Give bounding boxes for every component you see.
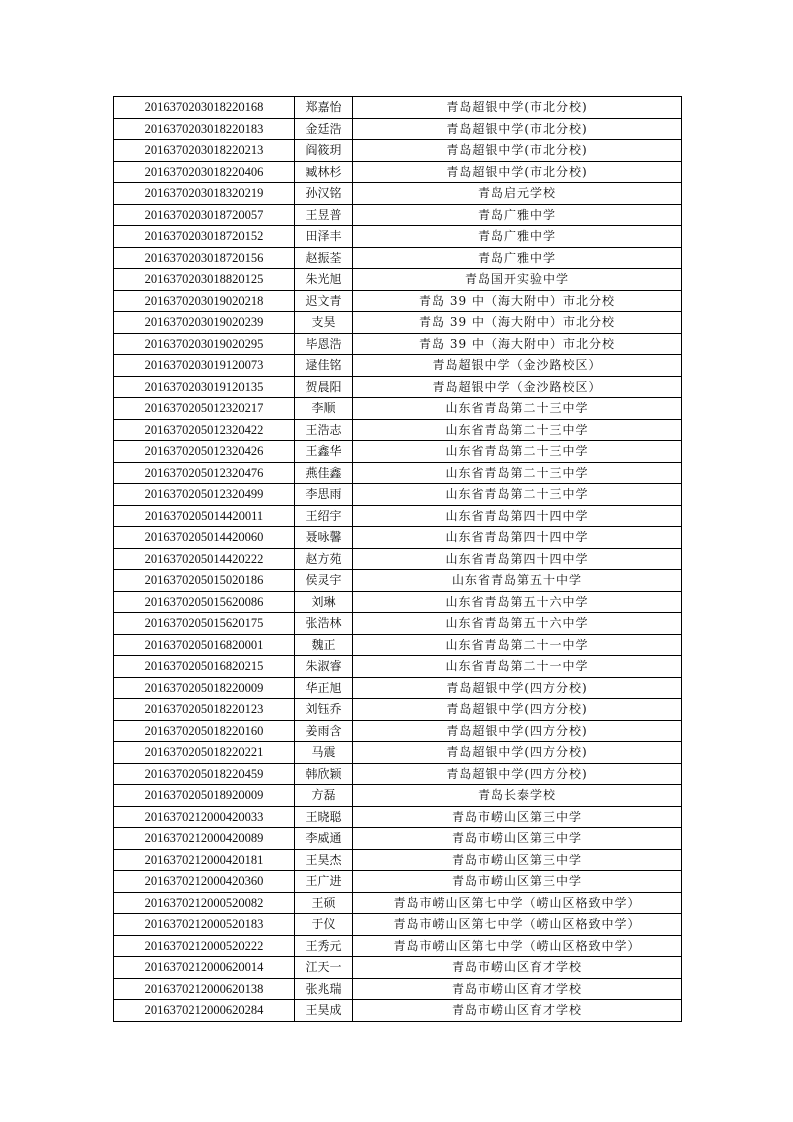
cell-admission-id: 2016370203018220168 — [114, 97, 295, 119]
cell-student-name: 迟文青 — [295, 290, 353, 312]
cell-admission-id: 2016370203019120073 — [114, 355, 295, 377]
cell-admission-id: 2016370212000620284 — [114, 1000, 295, 1022]
table-row — [114, 978, 682, 1000]
cell-school: 青岛超银中学(四方分校) — [353, 699, 682, 721]
cell-student-name: 王昊杰 — [295, 849, 353, 871]
table-row — [114, 355, 682, 377]
cell-admission-id: 2016370212000620014 — [114, 957, 295, 979]
table-row — [114, 290, 682, 312]
table-row — [114, 957, 682, 979]
cell-school: 青岛市崂山区育才学校 — [353, 1000, 682, 1022]
cell-admission-id: 2016370203018220406 — [114, 161, 295, 183]
cell-student-name: 燕佳鑫 — [295, 462, 353, 484]
cell-school: 山东省青岛第五十六中学 — [353, 613, 682, 635]
table-row — [114, 871, 682, 893]
cell-admission-id: 2016370212000420360 — [114, 871, 295, 893]
cell-admission-id: 2016370203019120135 — [114, 376, 295, 398]
cell-admission-id: 2016370205012320422 — [114, 419, 295, 441]
cell-school: 青岛超银中学(四方分校) — [353, 677, 682, 699]
cell-student-name: 聂咏馨 — [295, 527, 353, 549]
cell-student-name: 张兆瑞 — [295, 978, 353, 1000]
cell-student-name: 王浩志 — [295, 419, 353, 441]
cell-student-name: 马震 — [295, 742, 353, 764]
cell-school: 青岛启元学校 — [353, 183, 682, 205]
cell-admission-id: 2016370205018220160 — [114, 720, 295, 742]
cell-school: 青岛市崂山区第三中学 — [353, 828, 682, 850]
table-row — [114, 312, 682, 334]
cell-school: 青岛 39 中（海大附中）市北分校 — [353, 333, 682, 355]
cell-admission-id: 2016370205018220009 — [114, 677, 295, 699]
cell-admission-id: 2016370205016820001 — [114, 634, 295, 656]
cell-student-name: 朱淑睿 — [295, 656, 353, 678]
cell-school: 青岛超银中学（金沙路校区） — [353, 355, 682, 377]
cell-student-name: 王广进 — [295, 871, 353, 893]
cell-admission-id: 2016370205018220221 — [114, 742, 295, 764]
cell-admission-id: 2016370212000420089 — [114, 828, 295, 850]
cell-student-name: 刘钰乔 — [295, 699, 353, 721]
cell-student-name: 田泽丰 — [295, 226, 353, 248]
cell-school: 青岛市崂山区育才学校 — [353, 957, 682, 979]
cell-student-name: 李威通 — [295, 828, 353, 850]
table-row — [114, 806, 682, 828]
cell-admission-id: 2016370203018320219 — [114, 183, 295, 205]
cell-student-name: 李思雨 — [295, 484, 353, 506]
cell-admission-id: 2016370205015620086 — [114, 591, 295, 613]
cell-school: 山东省青岛第二十三中学 — [353, 462, 682, 484]
cell-admission-id: 2016370205012320217 — [114, 398, 295, 420]
cell-school: 山东省青岛第五十中学 — [353, 570, 682, 592]
cell-school: 青岛超银中学(市北分校) — [353, 118, 682, 140]
cell-school: 山东省青岛第二十一中学 — [353, 656, 682, 678]
table-row — [114, 914, 682, 936]
table-row — [114, 828, 682, 850]
table-row — [114, 484, 682, 506]
table-row — [114, 376, 682, 398]
cell-student-name: 王绍宇 — [295, 505, 353, 527]
table-row — [114, 183, 682, 205]
cell-school: 青岛广雅中学 — [353, 226, 682, 248]
table-row — [114, 656, 682, 678]
cell-admission-id: 2016370203019020218 — [114, 290, 295, 312]
cell-admission-id: 2016370205018220123 — [114, 699, 295, 721]
cell-admission-id: 2016370212000520082 — [114, 892, 295, 914]
table-row — [114, 699, 682, 721]
cell-student-name: 王晓聪 — [295, 806, 353, 828]
cell-admission-id: 2016370205016820215 — [114, 656, 295, 678]
cell-admission-id: 2016370212000620138 — [114, 978, 295, 1000]
cell-student-name: 朱光旭 — [295, 269, 353, 291]
cell-student-name: 逯佳铭 — [295, 355, 353, 377]
cell-student-name: 华正旭 — [295, 677, 353, 699]
cell-school: 青岛市崂山区育才学校 — [353, 978, 682, 1000]
cell-admission-id: 2016370203018220183 — [114, 118, 295, 140]
table-row — [114, 441, 682, 463]
table-row — [114, 247, 682, 269]
table-row — [114, 785, 682, 807]
cell-admission-id: 2016370203018720156 — [114, 247, 295, 269]
cell-school: 山东省青岛第四十四中学 — [353, 527, 682, 549]
table-row — [114, 161, 682, 183]
cell-student-name: 李顺 — [295, 398, 353, 420]
table-row — [114, 634, 682, 656]
table-row — [114, 333, 682, 355]
cell-student-name: 毕恩浩 — [295, 333, 353, 355]
cell-student-name: 于仪 — [295, 914, 353, 936]
cell-school: 青岛超银中学(四方分校) — [353, 720, 682, 742]
cell-school: 青岛广雅中学 — [353, 247, 682, 269]
cell-admission-id: 2016370203018720057 — [114, 204, 295, 226]
cell-admission-id: 2016370203018720152 — [114, 226, 295, 248]
cell-student-name: 侯灵宇 — [295, 570, 353, 592]
cell-admission-id: 2016370205015620175 — [114, 613, 295, 635]
table-row — [114, 226, 682, 248]
cell-school: 青岛 39 中（海大附中）市北分校 — [353, 312, 682, 334]
admission-list-table — [113, 96, 682, 1022]
cell-student-name: 韩欣颖 — [295, 763, 353, 785]
cell-school: 山东省青岛第四十四中学 — [353, 505, 682, 527]
cell-student-name: 阎筱玥 — [295, 140, 353, 162]
cell-student-name: 郑嘉怡 — [295, 97, 353, 119]
cell-school: 山东省青岛第四十四中学 — [353, 548, 682, 570]
cell-admission-id: 2016370205012320499 — [114, 484, 295, 506]
cell-school: 青岛国开实验中学 — [353, 269, 682, 291]
table-row — [114, 269, 682, 291]
cell-student-name: 贺晨阳 — [295, 376, 353, 398]
cell-school: 青岛超银中学(四方分校) — [353, 763, 682, 785]
cell-school: 青岛广雅中学 — [353, 204, 682, 226]
cell-admission-id: 2016370205012320426 — [114, 441, 295, 463]
cell-school: 山东省青岛第二十三中学 — [353, 398, 682, 420]
table-row — [114, 419, 682, 441]
table-row — [114, 763, 682, 785]
table-row — [114, 118, 682, 140]
cell-student-name: 魏正 — [295, 634, 353, 656]
cell-school: 青岛市崂山区第三中学 — [353, 806, 682, 828]
cell-school: 山东省青岛第五十六中学 — [353, 591, 682, 613]
cell-student-name: 刘琳 — [295, 591, 353, 613]
cell-admission-id: 2016370205014420222 — [114, 548, 295, 570]
cell-student-name: 赵方苑 — [295, 548, 353, 570]
cell-admission-id: 2016370205014420011 — [114, 505, 295, 527]
cell-student-name: 王硕 — [295, 892, 353, 914]
cell-admission-id: 2016370205015020186 — [114, 570, 295, 592]
table-row — [114, 613, 682, 635]
table-row — [114, 548, 682, 570]
cell-school: 山东省青岛第二十三中学 — [353, 441, 682, 463]
cell-school: 山东省青岛第二十三中学 — [353, 484, 682, 506]
table-row — [114, 849, 682, 871]
table-row — [114, 398, 682, 420]
cell-admission-id: 2016370212000520183 — [114, 914, 295, 936]
cell-school: 青岛市崂山区第三中学 — [353, 849, 682, 871]
cell-school: 青岛超银中学(市北分校) — [353, 140, 682, 162]
cell-student-name: 王昊成 — [295, 1000, 353, 1022]
cell-student-name: 张浩林 — [295, 613, 353, 635]
table-row — [114, 570, 682, 592]
table-body — [114, 97, 682, 1022]
cell-school: 青岛超银中学(市北分校) — [353, 161, 682, 183]
table-row — [114, 1000, 682, 1022]
table-row — [114, 591, 682, 613]
table-row — [114, 720, 682, 742]
cell-admission-id: 2016370205014420060 — [114, 527, 295, 549]
cell-admission-id: 2016370203018820125 — [114, 269, 295, 291]
table-row — [114, 527, 682, 549]
cell-admission-id: 2016370203019020239 — [114, 312, 295, 334]
cell-student-name: 王秀元 — [295, 935, 353, 957]
cell-school: 青岛超银中学（金沙路校区） — [353, 376, 682, 398]
cell-school: 青岛市崂山区第七中学（崂山区格致中学） — [353, 935, 682, 957]
cell-student-name: 支昊 — [295, 312, 353, 334]
table-row — [114, 892, 682, 914]
cell-admission-id: 2016370205012320476 — [114, 462, 295, 484]
cell-school: 青岛市崂山区第七中学（崂山区格致中学） — [353, 914, 682, 936]
cell-admission-id: 2016370212000520222 — [114, 935, 295, 957]
cell-student-name: 孙汉铭 — [295, 183, 353, 205]
cell-school: 青岛市崂山区第七中学（崂山区格致中学） — [353, 892, 682, 914]
table-row — [114, 742, 682, 764]
cell-school: 青岛 39 中（海大附中）市北分校 — [353, 290, 682, 312]
cell-school: 青岛市崂山区第三中学 — [353, 871, 682, 893]
table-row — [114, 505, 682, 527]
table-row — [114, 462, 682, 484]
table-row — [114, 97, 682, 119]
cell-admission-id: 2016370205018220459 — [114, 763, 295, 785]
cell-student-name: 金廷浩 — [295, 118, 353, 140]
cell-school: 青岛超银中学(四方分校) — [353, 742, 682, 764]
cell-student-name: 江天一 — [295, 957, 353, 979]
cell-student-name: 方磊 — [295, 785, 353, 807]
cell-admission-id: 2016370212000420181 — [114, 849, 295, 871]
table-row — [114, 204, 682, 226]
cell-student-name: 王昱普 — [295, 204, 353, 226]
table-row — [114, 935, 682, 957]
cell-school: 山东省青岛第二十三中学 — [353, 419, 682, 441]
cell-student-name: 姜雨含 — [295, 720, 353, 742]
cell-student-name: 臧林杉 — [295, 161, 353, 183]
cell-school: 青岛长泰学校 — [353, 785, 682, 807]
cell-admission-id: 2016370203019020295 — [114, 333, 295, 355]
cell-student-name: 王鑫华 — [295, 441, 353, 463]
table-row — [114, 140, 682, 162]
cell-school: 山东省青岛第二十一中学 — [353, 634, 682, 656]
cell-admission-id: 2016370203018220213 — [114, 140, 295, 162]
cell-school: 青岛超银中学(市北分校) — [353, 97, 682, 119]
table-row — [114, 677, 682, 699]
cell-admission-id: 2016370212000420033 — [114, 806, 295, 828]
cell-admission-id: 2016370205018920009 — [114, 785, 295, 807]
cell-student-name: 赵振荃 — [295, 247, 353, 269]
